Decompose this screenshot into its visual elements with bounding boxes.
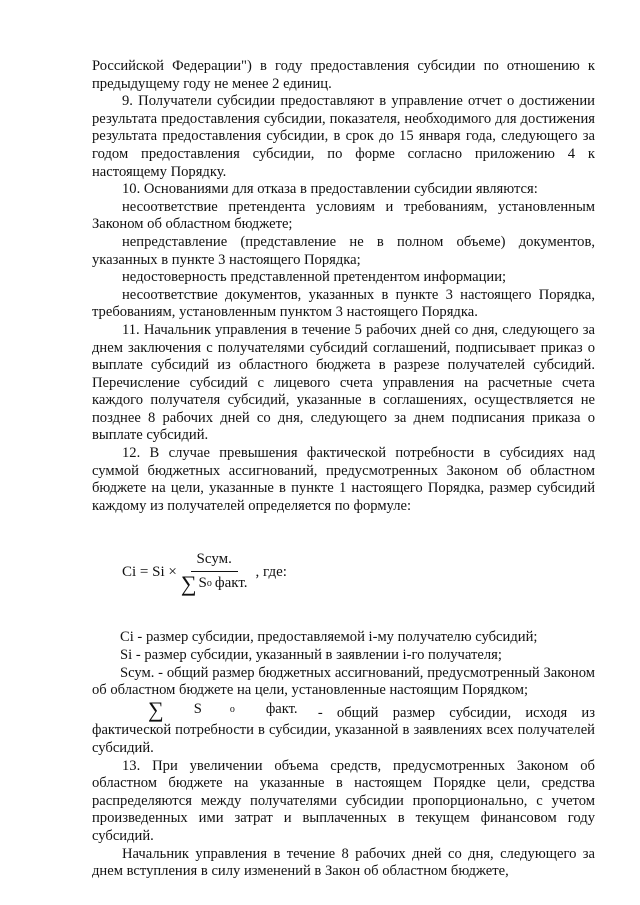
paragraph: несоответствие претендента условиям и требованиям, установленным Законом об областном бюджете;	[92, 198, 595, 233]
paragraphs-top	[92, 58, 595, 515]
definition-item: Ci - размер субсидии, предоставляемой i-му получателю субсидий;	[120, 629, 538, 646]
sum-sub: о	[229, 704, 235, 716]
paragraph: Российской Федерации") в году предоставления субсидии по отношению к предыдущему году не менее 2 единиц.	[92, 58, 595, 92]
sigma-symbol: ∑	[148, 696, 164, 722]
sum-symbol-group	[120, 696, 298, 722]
definition-item-sum	[92, 696, 595, 758]
sigma-symbol: ∑	[180, 570, 197, 596]
formula-numerator: Sсум.	[191, 551, 238, 572]
paragraph: непредставление (представление не в полном объеме) документов, указанных в пункте 3 настоящего Порядка;	[92, 233, 595, 268]
formula-denominator-var: S	[198, 574, 207, 591]
paragraph: Начальник управления в течение 8 рабочих дней со дня, следующего за днем вступления в силу изменений в Закон об областном бюджете,	[92, 845, 595, 880]
formula-denominator-sub: о	[206, 577, 212, 589]
subsidy-formula	[122, 549, 595, 595]
formula-tail: , где:	[255, 563, 287, 580]
definition-item: Si - размер субсидии, указанный в заявлении i-го получателя;	[120, 647, 502, 664]
paragraph: 12. В случае превышения фактической потребности в субсидиях над суммой бюджетных ассигнований, предусмотренных Законом об областном бюджете на цели, указанные в пункте 1 настоящего Порядка, размер субсидий каждому из получателей определяется по формуле:	[92, 445, 595, 514]
formula-lhs: Ci = Si ×	[122, 563, 177, 580]
sum-suffix: факт.	[265, 701, 298, 718]
formula-denominator-suffix: факт.	[214, 574, 248, 591]
paragraph: 10. Основаниями для отказа в предоставлении субсидии являются:	[122, 181, 538, 198]
formula-definitions	[92, 629, 595, 757]
paragraph: 9. Получатели субсидии предоставляют в управление отчет о достижении результата предоставления субсидии, показателя, необходимого для достижения результата предоставления субсидии, в срок до 15 января года, следующего за годом предоставления субсидии, по форме согласно приложению 4 к настоящему Порядку.	[92, 93, 595, 180]
sum-var: S	[193, 701, 202, 718]
paragraphs-bottom	[92, 758, 595, 881]
definition-item: Sсум. - общий размер бюджетных ассигнований, предусмотренный Законом об областном бюджете на цели, установленные настоящим Порядком;	[92, 664, 595, 699]
paragraph: 11. Начальник управления в течение 5 рабочих дней со дня, следующего за днем заключения с получателями субсидий соглашений, подписывает приказ о выплате субсидий из областного бюджета в разрезе получателей субсидий. Перечисление субсидий с лицевого счета управления на расчетные счета каждого получателя субсидий, указанные в соглашениях, осуществляется не позднее 8 рабочих дней со дня, следующего за днем подписания приказа о выплате субсидий.	[92, 321, 595, 444]
formula-denominator	[181, 572, 248, 594]
paragraph: 13. При увеличении объема средств, предусмотренных Законом об областном бюджете на указанные в настоящем Порядке цели, средства распределяются между получателями субсидии пропорционально, с учетом произведенных ими затрат и выплаченных в текущем финансовом году субсидий.	[92, 757, 595, 844]
formula-fraction	[181, 551, 248, 594]
paragraph: несоответствие документов, указанных в пункте 3 настоящего Порядка, требованиям, установленным пунктом 3 настоящего Порядка.	[92, 286, 595, 321]
sum-definition-text: - общий размер субсидии, исходя из фактической потребности в субсидии, указанной в заявлениях всех получателей субсидий.	[92, 704, 595, 756]
paragraph: недостоверность представленной претендентом информации;	[122, 269, 507, 286]
